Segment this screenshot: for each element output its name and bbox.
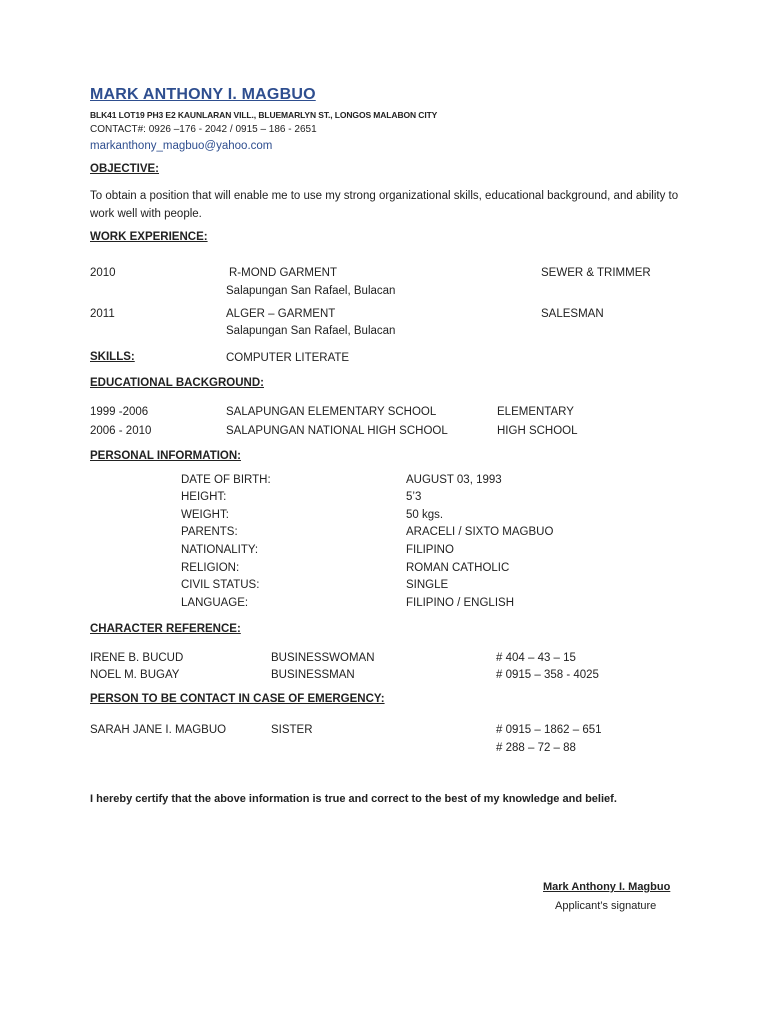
personal-label: PARENTS: [181, 526, 238, 538]
education-school: SALAPUNGAN ELEMENTARY SCHOOL [226, 406, 437, 418]
education-years: 1999 -2006 [90, 406, 149, 418]
personal-value: ARACELI / SIXTO MAGBUO [406, 526, 554, 538]
work-company: R-MOND GARMENT [229, 267, 337, 279]
education-school: SALAPUNGAN NATIONAL HIGH SCHOOL [226, 425, 448, 437]
reference-occupation: BUSINESSWOMAN [271, 652, 375, 664]
personal-label: RELIGION: [181, 562, 240, 574]
education-years: 2006 - 2010 [90, 425, 152, 437]
personal-value: ROMAN CATHOLIC [406, 562, 510, 574]
reference-name: NOEL M. BUGAY [90, 669, 180, 681]
personal-label: HEIGHT: [181, 491, 227, 503]
personal-value: FILIPINO [406, 544, 454, 556]
personal-value: SINGLE [406, 579, 449, 591]
objective-heading: OBJECTIVE: [90, 163, 160, 175]
signature-label: Applicant’s signature [555, 900, 657, 912]
work-position: SALESMAN [541, 308, 604, 320]
personal-info-heading: PERSONAL INFORMATION: [90, 450, 241, 462]
character-reference-heading: CHARACTER REFERENCE: [90, 623, 241, 635]
emergency-contact-heading: PERSON TO BE CONTACT IN CASE OF EMERGENCY: [90, 693, 385, 705]
reference-occupation: BUSINESSMAN [271, 669, 355, 681]
skills-heading: SKILLS: [90, 351, 135, 363]
emergency-relation: SISTER [271, 724, 313, 736]
address: BLK41 LOT19 PH3 E2 KAUNLARAN VILL., BLUEMARLYN ST., LONGOS MALABON CITY [90, 110, 438, 120]
reference-phone: # 404 – 43 – 15 [496, 652, 576, 664]
personal-value: 5’3 [406, 491, 422, 503]
personal-label: NATIONALITY: [181, 544, 259, 556]
work-position: SEWER & TRIMMER [541, 267, 651, 279]
applicant-name: MARK ANTHONY I. MAGBUO [90, 86, 316, 103]
personal-label: CIVIL STATUS: [181, 579, 260, 591]
emergency-name: SARAH JANE I. MAGBUO [90, 724, 227, 736]
personal-value: 50 kgs. [406, 509, 444, 521]
reference-name: IRENE B. BUCUD [90, 652, 184, 664]
work-year: 2011 [90, 308, 115, 320]
emergency-phone: # 288 – 72 – 88 [496, 742, 576, 754]
work-experience-heading: WORK EXPERIENCE: [90, 231, 208, 243]
education-level: HIGH SCHOOL [497, 425, 578, 437]
work-location: Salapungan San Rafael, Bulacan [226, 325, 396, 337]
education-level: ELEMENTARY [497, 406, 574, 418]
objective-text: To obtain a position that will enable me to use my strong organizational skills, educational background, and ability to work well with people. [90, 190, 679, 220]
signature-name: Mark Anthony I. Magbuo [543, 881, 671, 893]
emergency-phone: # 0915 – 1862 – 651 [496, 724, 602, 736]
certification-statement: I hereby certify that the above information is true and correct to the best of my knowledge and belief. [90, 793, 617, 805]
contact-numbers: CONTACT#: 0926 –176 - 2042 / 0915 – 186 - 2651 [90, 124, 317, 135]
personal-value: AUGUST 03, 1993 [406, 474, 502, 486]
work-year: 2010 [90, 267, 116, 279]
personal-value: FILIPINO / ENGLISH [406, 597, 514, 609]
work-company: ALGER – GARMENT [226, 308, 336, 320]
work-location: Salapungan San Rafael, Bulacan [226, 285, 396, 297]
reference-phone: # 0915 – 358 - 4025 [496, 669, 599, 681]
education-heading: EDUCATIONAL BACKGROUND: [90, 377, 264, 389]
personal-label: LANGUAGE: [181, 597, 249, 609]
skills-value: COMPUTER LITERATE [226, 352, 350, 364]
personal-label: DATE OF BIRTH: [181, 474, 271, 486]
email-link[interactable]: markanthony_magbuo@yahoo.com [90, 140, 273, 152]
personal-label: WEIGHT: [181, 509, 229, 521]
